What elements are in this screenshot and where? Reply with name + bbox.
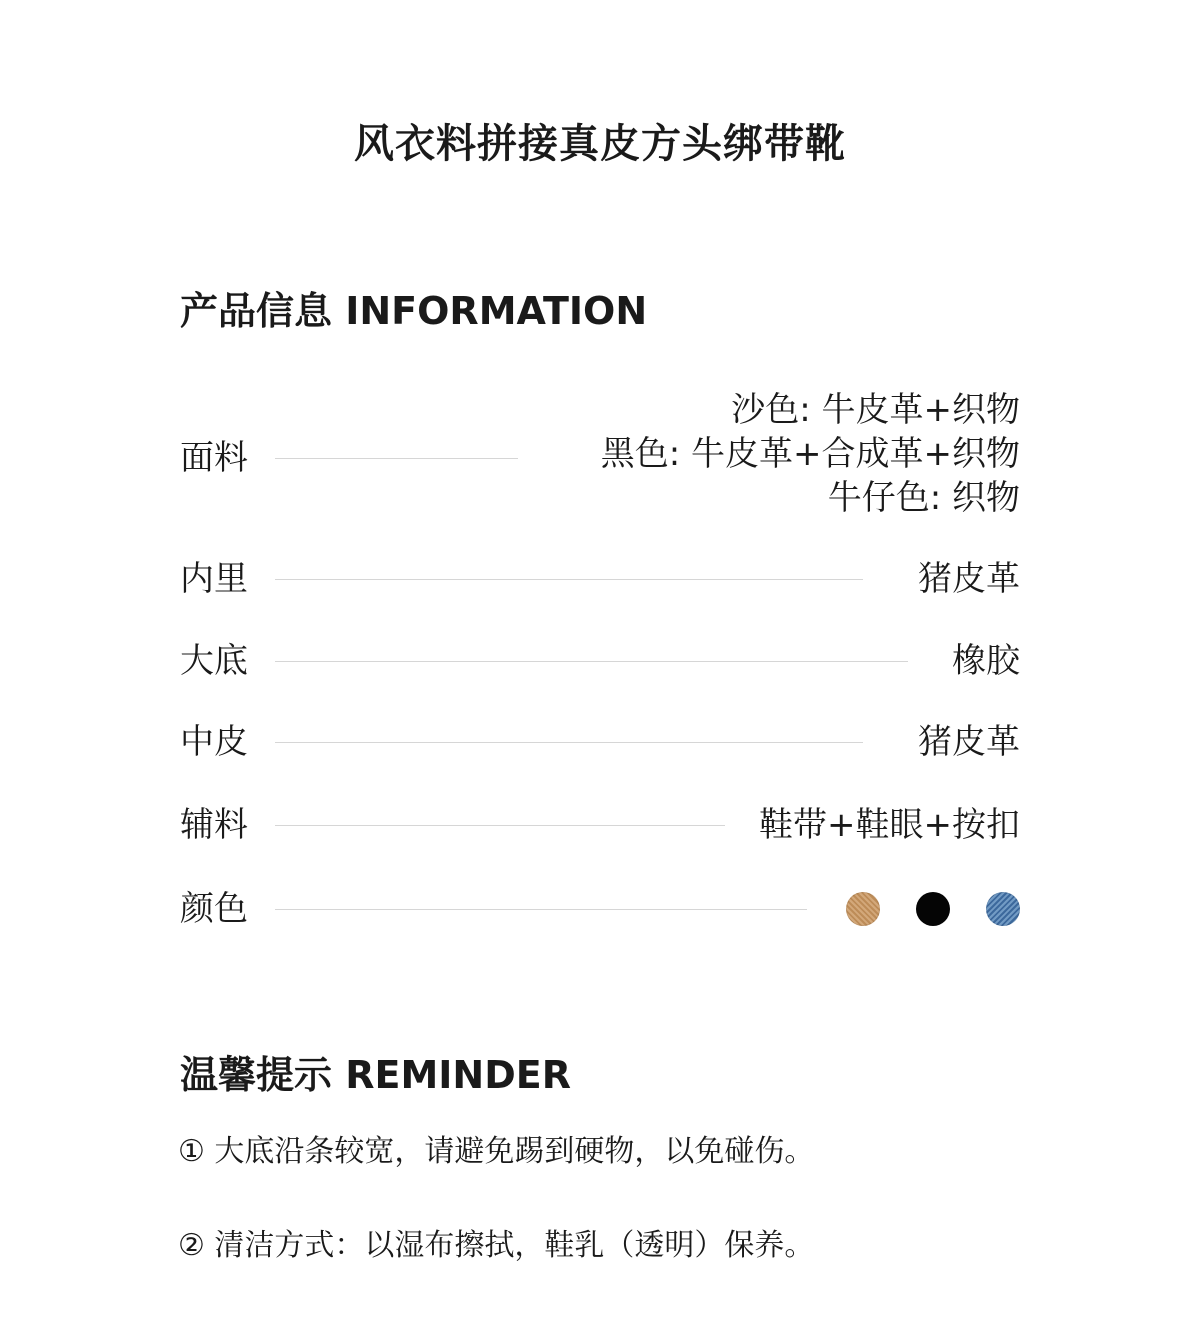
row-divider (275, 825, 725, 826)
info-row-accessories (180, 803, 1020, 847)
page-title: 风衣料拼接真皮方头绑带靴 (354, 121, 846, 167)
row-value-accessories: 鞋带+鞋眼+按扣 (759, 805, 1020, 845)
row-divider (275, 458, 518, 459)
reminder-item: ① 大底沿条较宽，请避免踢到硬物，以免碰伤。 (178, 1134, 815, 1169)
information-heading: 产品信息 INFORMATION (180, 289, 648, 333)
sand-swatch[interactable] (846, 892, 880, 926)
row-value-lining: 猪皮革 (918, 559, 1020, 599)
info-row-midsole (180, 720, 1020, 764)
info-row-fabric (180, 388, 1020, 520)
row-label-color: 颜色 (180, 889, 248, 929)
row-label-lining: 内里 (180, 559, 248, 599)
reminder-item: ② 清洁方式：以湿布擦拭，鞋乳（透明）保养。 (178, 1228, 815, 1263)
info-row-outsole (180, 639, 1020, 683)
row-label-midsole: 中皮 (180, 722, 248, 762)
row-divider (275, 579, 863, 580)
row-label-accessories: 辅料 (180, 805, 248, 845)
row-label-outsole: 大底 (180, 641, 248, 681)
row-value-fabric (601, 388, 1020, 520)
row-value-midsole: 猪皮革 (918, 722, 1020, 762)
fabric-value-sand: 沙色: 牛皮革+织物 (731, 390, 1020, 430)
fabric-value-denim: 牛仔色: 织物 (827, 478, 1020, 518)
color-swatches (846, 887, 1020, 931)
reminder-heading: 温馨提示 REMINDER (180, 1053, 571, 1097)
info-row-lining (180, 557, 1020, 601)
fabric-value-black: 黑色: 牛皮革+合成革+织物 (600, 434, 1020, 474)
row-label-fabric: 面料 (180, 438, 248, 478)
info-row-color (180, 887, 1020, 931)
denim-swatch[interactable] (986, 892, 1020, 926)
row-value-outsole: 橡胶 (952, 641, 1020, 681)
row-divider (275, 661, 908, 662)
row-divider (275, 742, 863, 743)
row-divider (275, 909, 807, 910)
black-swatch[interactable] (916, 892, 950, 926)
